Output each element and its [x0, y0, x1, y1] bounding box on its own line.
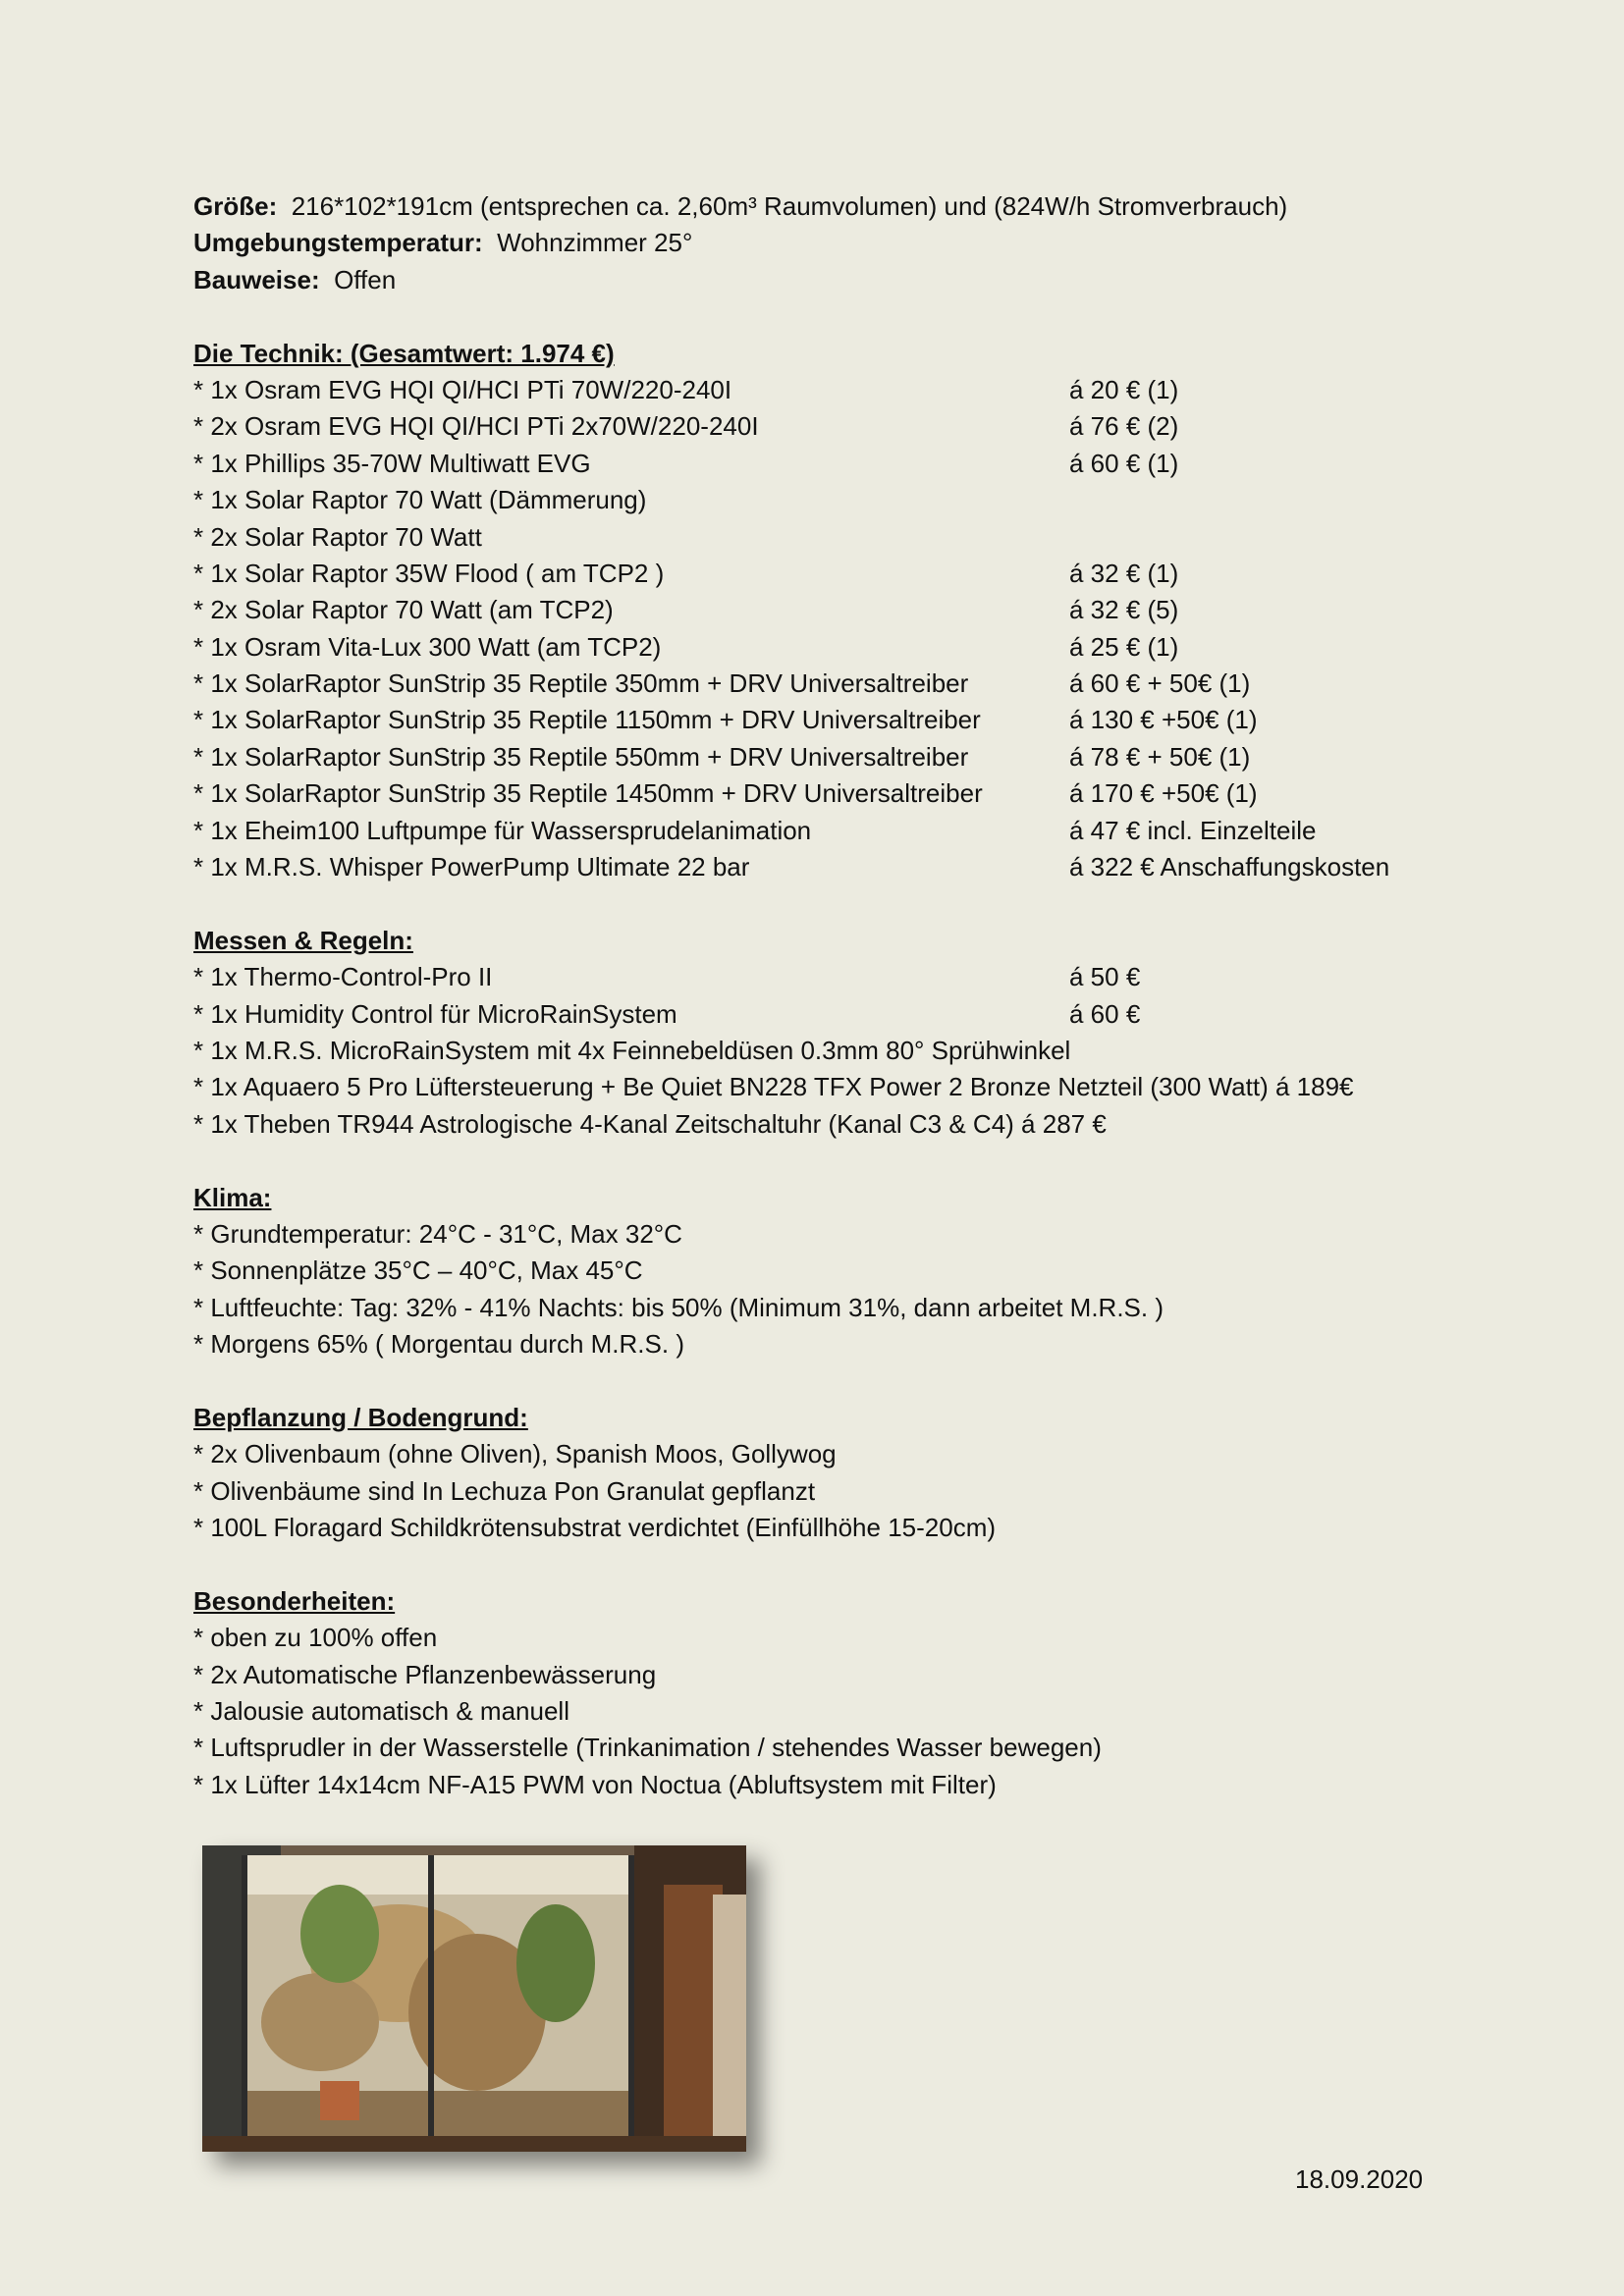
- technik-item: * 1x Osram Vita-Lux 300 Watt (am TCP2): [193, 631, 662, 662]
- besonderheiten-line: * oben zu 100% offen: [193, 1623, 438, 1653]
- technik-price: á 76 € (2): [1069, 411, 1179, 442]
- technik-row: [193, 629, 1470, 666]
- technik-item: * 1x SolarRaptor SunStrip 35 Reptile 1150mm + DRV Universaltreiber: [193, 705, 981, 735]
- ambient-line: [193, 225, 1470, 261]
- besonderheiten-list: [193, 1620, 1470, 1803]
- technik-price: á 20 € (1): [1069, 374, 1179, 404]
- technik-item: * 1x Phillips 35-70W Multiwatt EVG: [193, 448, 591, 478]
- technik-row: [193, 519, 1470, 556]
- technik-price: á 78 € + 50€ (1): [1069, 741, 1251, 772]
- messen-list: [193, 959, 1470, 1143]
- messen-price: á 60 €: [1069, 998, 1141, 1029]
- besonderheiten-heading: Besonderheiten:: [193, 1585, 396, 1616]
- technik-item: * 1x Solar Raptor 35W Flood ( am TCP2 ): [193, 558, 665, 588]
- technik-item: * 2x Solar Raptor 70 Watt (am TCP2): [193, 595, 614, 625]
- klima-line: * Luftfeuchte: Tag: 32% - 41% Nachts: bis 50% (Minimum 31%, dann arbeitet M.R.S. ): [193, 1292, 1164, 1322]
- messen-heading: Messen & Regeln:: [193, 925, 413, 955]
- technik-row: [193, 739, 1470, 775]
- messen-item: * 1x M.R.S. MicroRainSystem mit 4x Feinnebeldüsen 0.3mm 80° Sprühwinkel: [193, 1035, 1071, 1065]
- technik-price: á 60 € (1): [1069, 448, 1179, 478]
- messen-row: [193, 996, 1470, 1033]
- bepflanzung-heading: Bepflanzung / Bodengrund:: [193, 1402, 528, 1432]
- bepflanzung-line: * 2x Olivenbaum (ohne Oliven), Spanish Moos, Gollywog: [193, 1439, 837, 1469]
- technik-row: [193, 372, 1470, 408]
- technik-price: á 47 € incl. Einzelteile: [1069, 815, 1317, 845]
- build-label: Bauweise:: [193, 264, 320, 294]
- technik-row: [193, 556, 1470, 592]
- size-label: Größe:: [193, 191, 278, 221]
- messen-item: * 1x Humidity Control für MicroRainSystem: [193, 998, 677, 1029]
- technik-row: [193, 702, 1470, 738]
- messen-row: [193, 1106, 1470, 1143]
- technik-item: * 1x Osram EVG HQI QI/HCI PTi 70W/220-240I: [193, 374, 732, 404]
- technik-row: [193, 408, 1470, 445]
- technik-price: á 32 € (5): [1069, 595, 1179, 625]
- technik-row: [193, 482, 1470, 518]
- technik-item: * 2x Osram EVG HQI QI/HCI PTi 2x70W/220-240I: [193, 411, 759, 442]
- bepflanzung-line: * Olivenbäume sind In Lechuza Pon Granulat gepflanzt: [193, 1475, 816, 1506]
- technik-price: á 170 € +50€ (1): [1069, 778, 1258, 809]
- size-value: 216*102*191cm (entsprechen ca. 2,60m³ Raumvolumen) und (824W/h Stromverbrauch): [291, 191, 1288, 221]
- klima-line: * Grundtemperatur: 24°C - 31°C, Max 32°C: [193, 1218, 682, 1249]
- besonderheiten-line: * Luftsprudler in der Wasserstelle (Trinkanimation / stehendes Wasser bewegen): [193, 1733, 1102, 1763]
- technik-row: [193, 446, 1470, 482]
- build-value: Offen: [334, 264, 397, 294]
- technik-item: * 1x SolarRaptor SunStrip 35 Reptile 350mm + DRV Universaltreiber: [193, 668, 969, 699]
- technik-price: á 322 € Anschaffungskosten: [1069, 852, 1390, 882]
- klima-line: * Morgens 65% ( Morgentau durch M.R.S. ): [193, 1329, 684, 1360]
- technik-price: á 130 € +50€ (1): [1069, 705, 1258, 735]
- technik-price: á 60 € + 50€ (1): [1069, 668, 1251, 699]
- messen-price: á 50 €: [1069, 962, 1141, 992]
- messen-row: [193, 959, 1470, 995]
- ambient-value: Wohnzimmer 25°: [497, 228, 693, 258]
- messen-row: [193, 1033, 1470, 1069]
- besonderheiten-line: * 2x Automatische Pflanzenbewässerung: [193, 1659, 657, 1689]
- build-line: [193, 262, 1470, 298]
- ambient-label: Umgebungstemperatur:: [193, 228, 483, 258]
- messen-item: * 1x Thermo-Control-Pro II: [193, 962, 493, 992]
- bepflanzung-list: [193, 1436, 1470, 1546]
- klima-heading: Klima:: [193, 1182, 272, 1212]
- technik-price: á 32 € (1): [1069, 558, 1179, 588]
- klima-line: * Sonnenplätze 35°C – 40°C, Max 45°C: [193, 1255, 643, 1286]
- terrarium-photo: [202, 1845, 746, 2152]
- technik-row: [193, 666, 1470, 702]
- technik-row: [193, 592, 1470, 628]
- document-date: 18.09.2020: [1295, 2164, 1424, 2194]
- messen-row: [193, 1069, 1470, 1105]
- besonderheiten-line: * Jalousie automatisch & manuell: [193, 1696, 569, 1727]
- technik-row: [193, 813, 1470, 849]
- technik-row: [193, 775, 1470, 812]
- technik-item: * 1x M.R.S. Whisper PowerPump Ultimate 22 bar: [193, 852, 750, 882]
- size-line: [193, 188, 1470, 225]
- technik-item: * 1x SolarRaptor SunStrip 35 Reptile 1450mm + DRV Universaltreiber: [193, 778, 983, 809]
- document-body: [193, 188, 1470, 1803]
- technik-item: * 1x Solar Raptor 70 Watt (Dämmerung): [193, 485, 647, 515]
- technik-list: [193, 372, 1470, 885]
- technik-row: [193, 849, 1470, 885]
- bepflanzung-line: * 100L Floragard Schildkrötensubstrat verdichtet (Einfüllhöhe 15-20cm): [193, 1513, 997, 1543]
- technik-item: * 1x Eheim100 Luftpumpe für Wassersprudelanimation: [193, 815, 812, 845]
- technik-item: * 1x SolarRaptor SunStrip 35 Reptile 550mm + DRV Universaltreiber: [193, 741, 969, 772]
- messen-item: * 1x Aquaero 5 Pro Lüftersteuerung + Be Quiet BN228 TFX Power 2 Bronze Netzteil (300 Watt) á 189€: [193, 1072, 1354, 1102]
- technik-price: á 25 € (1): [1069, 631, 1179, 662]
- klima-list: [193, 1216, 1470, 1363]
- technik-heading: Die Technik: (Gesamtwert: 1.974 €): [193, 338, 615, 368]
- technik-item: * 2x Solar Raptor 70 Watt: [193, 521, 482, 552]
- messen-item: * 1x Theben TR944 Astrologische 4-Kanal Zeitschaltuhr (Kanal C3 & C4) á 287 €: [193, 1108, 1107, 1139]
- besonderheiten-line: * 1x Lüfter 14x14cm NF-A15 PWM von Noctua (Abluftsystem mit Filter): [193, 1769, 997, 1799]
